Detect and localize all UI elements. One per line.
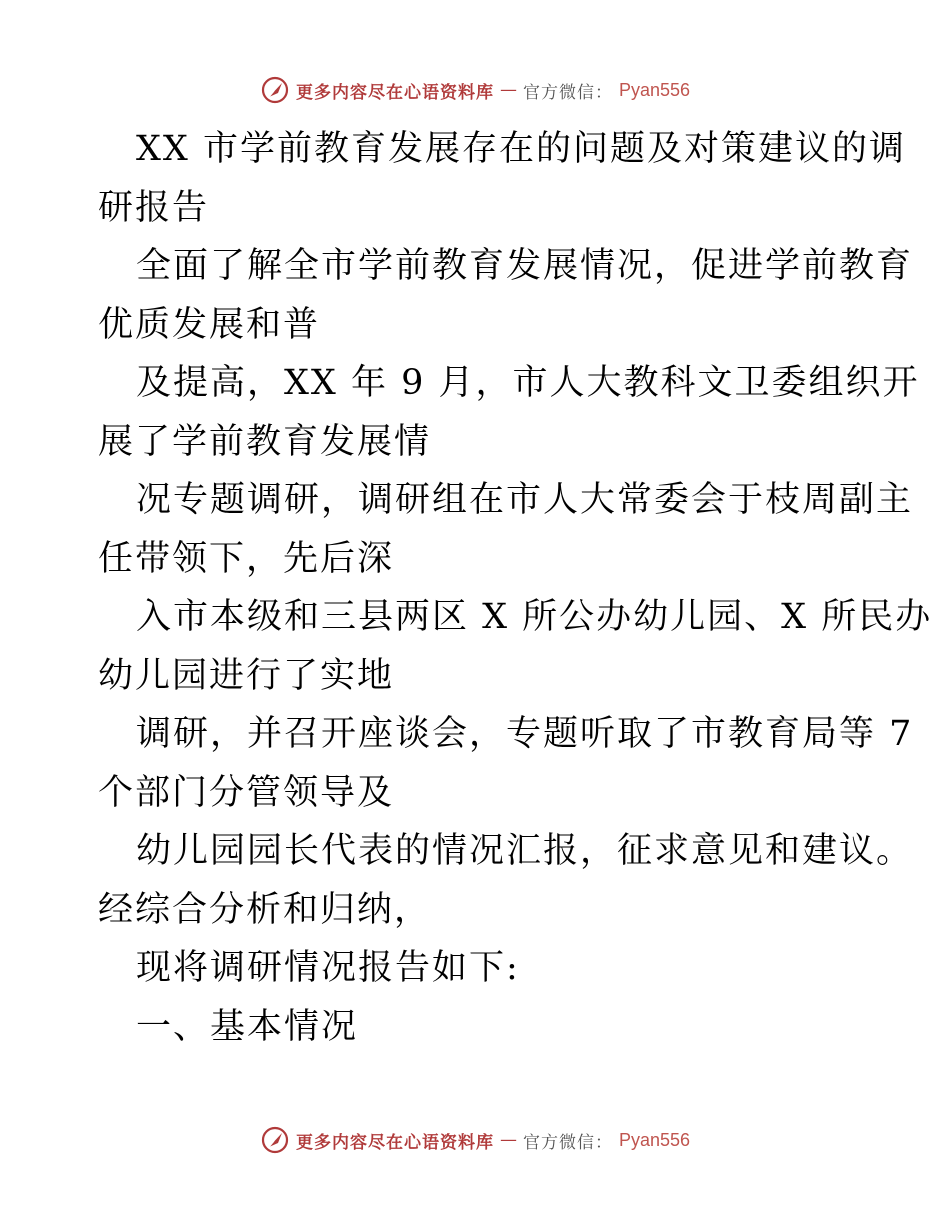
watermark-dash: — bbox=[499, 1130, 517, 1150]
text-line: 调研，并召开座谈会，专题听取了市教育局等 7 bbox=[136, 714, 914, 754]
watermark-id: Pyan556 bbox=[618, 79, 691, 100]
document-body bbox=[98, 120, 933, 1056]
text-line: 现将调研情况报告如下: bbox=[136, 948, 520, 988]
text-line: 幼儿园园长代表的情况汇报，征求意见和建议。 bbox=[136, 831, 914, 871]
watermark-sub-text: 官方微信： bbox=[522, 1132, 613, 1153]
text-line: 研报告 bbox=[98, 187, 210, 228]
feather-logo-icon bbox=[260, 75, 290, 105]
text-line: 优质发展和普 bbox=[98, 304, 321, 345]
text-line: 展了学前教育发展情 bbox=[98, 421, 432, 462]
watermark-sub-text: 官方微信： bbox=[522, 82, 613, 103]
text-line: 任带领下，先后深 bbox=[98, 538, 395, 579]
text-line: 经综合分析和归纳， bbox=[98, 889, 432, 930]
text-line: 个部门分管领导及 bbox=[98, 772, 395, 813]
watermark-main-text: 更多内容尽在心语资料库 bbox=[295, 1132, 494, 1153]
section-heading: 一、基本情况 bbox=[136, 1006, 359, 1047]
text-line: XX 市学前教育发展存在的问题及对策建议的调 bbox=[136, 129, 906, 169]
watermark-dash: — bbox=[499, 80, 517, 100]
text-line: 全面了解全市学前教育发展情况，促进学前教育 bbox=[136, 246, 914, 286]
text-line: 入市本级和三县两区 X 所公办幼儿园、X 所民办 bbox=[136, 597, 933, 637]
footer-watermark bbox=[0, 1123, 950, 1157]
text-line: 幼儿园进行了实地 bbox=[98, 655, 395, 696]
text-line: 及提高，XX 年 9 月，市人大教科文卫委组织开 bbox=[136, 363, 920, 403]
watermark-main-text: 更多内容尽在心语资料库 bbox=[295, 82, 494, 103]
text-line: 况专题调研，调研组在市人大常委会于枝周副主 bbox=[136, 480, 914, 520]
feather-logo-icon bbox=[260, 1125, 290, 1155]
header-watermark bbox=[0, 73, 950, 107]
watermark-id: Pyan556 bbox=[618, 1129, 691, 1150]
